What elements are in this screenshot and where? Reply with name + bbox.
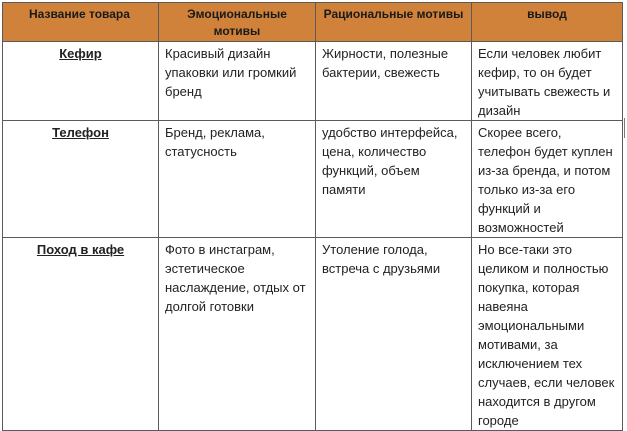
emotional-motives-cell: Бренд, реклама, статусность bbox=[159, 121, 316, 238]
emotional-motives-cell: Фото в инстаграм, эстетическое наслаждение, отдых от долгой готовки bbox=[159, 238, 316, 431]
header-row bbox=[3, 3, 623, 42]
table-row bbox=[3, 42, 623, 121]
text-cursor-mark bbox=[624, 118, 625, 138]
rational-motives-cell: удобство интерфейса, цена, количество функций, объем памяти bbox=[316, 121, 472, 238]
conclusion-cell: Если человек любит кефир, то он будет учитывать свежесть и дизайн bbox=[472, 42, 623, 121]
product-name-cell: Телефон bbox=[3, 121, 159, 238]
conclusion-cell: Но все-таки это целиком и полностью покупка, которая навеяна эмоциональными мотивами, за исключением тех случаев, если человек находится в другом городе bbox=[472, 238, 623, 431]
header-conclusion: вывод bbox=[472, 3, 623, 42]
table-header bbox=[3, 3, 623, 42]
header-emotional-motives: Эмоциональные мотивы bbox=[159, 3, 316, 42]
table-body bbox=[3, 42, 623, 431]
header-rational-motives: Рациональные мотивы bbox=[316, 3, 472, 42]
products-motives-table bbox=[2, 2, 623, 431]
rational-motives-cell: Утоление голода, встреча с друзьями bbox=[316, 238, 472, 431]
product-name-cell: Кефир bbox=[3, 42, 159, 121]
table-row bbox=[3, 121, 623, 238]
header-product-name: Название товара bbox=[3, 3, 159, 42]
table-row bbox=[3, 238, 623, 431]
rational-motives-cell: Жирности, полезные бактерии, свежесть bbox=[316, 42, 472, 121]
conclusion-cell: Скорее всего, телефон будет куплен из-за бренда, и потом только из-за его функций и возможностей bbox=[472, 121, 623, 238]
product-name-cell: Поход в кафе bbox=[3, 238, 159, 431]
emotional-motives-cell: Красивый дизайн упаковки или громкий бренд bbox=[159, 42, 316, 121]
